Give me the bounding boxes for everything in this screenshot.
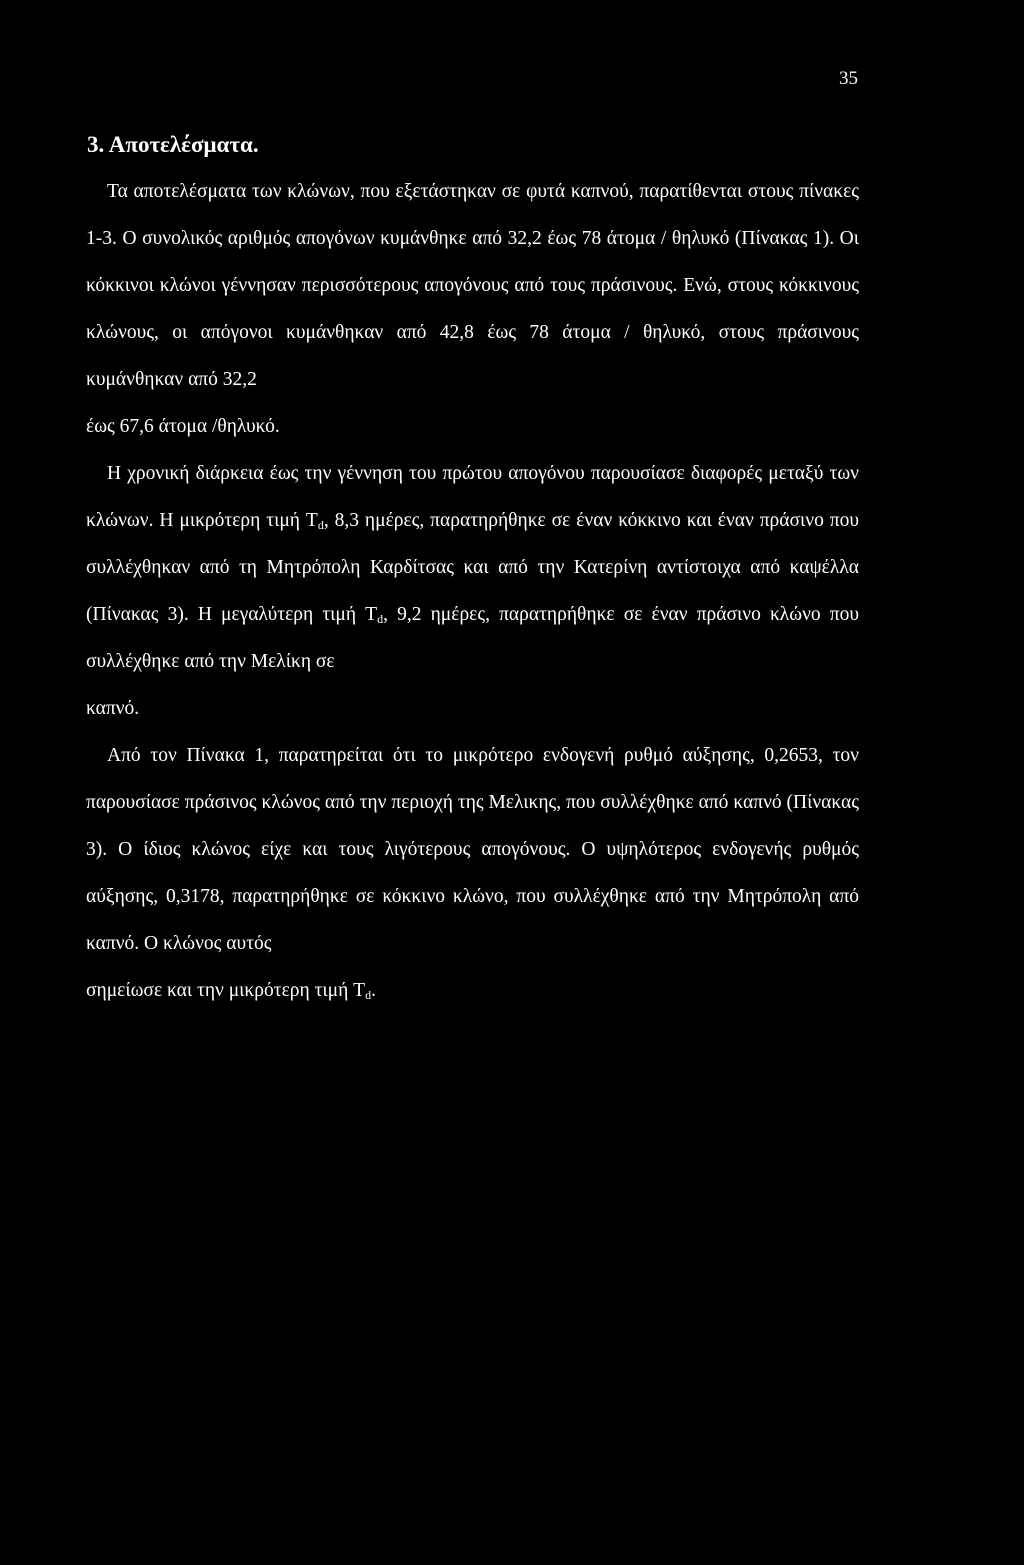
paragraph-2: [86, 450, 859, 732]
paragraph-3-tail-end: .: [371, 980, 376, 1001]
paragraph-3-tail: [86, 967, 859, 1014]
paragraph-3: [86, 732, 859, 1014]
paragraph-2-text-b: , 8,3 ημέρες, παρατηρήθηκε σε έναν κόκκινο και έναν πράσινο που συλλέχθηκαν από τη Μητρόπολη Καρδίτσας και από την Κατερίνη αντίστοιχα από καψέλλα (Πίνακας 3). Η μεγαλύτερη τιμή T: [86, 510, 859, 625]
subscript-d: d: [317, 518, 324, 532]
body-text: [86, 168, 859, 1014]
paragraph-3-tail-text: σημείωσε και την μικρότερη τιμή T: [86, 980, 366, 1001]
page-number: 35: [839, 68, 858, 89]
paragraph-1: [86, 168, 859, 450]
paragraph-2-text-a: Η χρονική διάρκεια έως την γέννηση του πρώτου απογόνου παρουσίασε διαφορές μεταξύ των κλώνων. Η μικρότερη τιμή T: [86, 463, 859, 531]
section-heading: 3. Αποτελέσματα.: [87, 132, 259, 157]
paragraph-1-tail: έως 67,6 άτομα /θηλυκό.: [86, 416, 280, 437]
paragraph-2-text-c: , 9,2 ημέρες, παρατηρήθηκε σε έναν πράσινο κλώνο που συλλέχθηκε από την Μελίκη σε: [86, 604, 860, 672]
paragraph-3-text: Από τον Πίνακα 1, παρατηρείται ότι το μικρότερο ενδογενή ρυθμό αύξησης, 0,2653, τον παρουσίασε πράσινος κλώνος από την περιοχή της Μελικης, που συλλέχθηκε από καπνό (Πίνακας 3). Ο ίδιος κλώνος είχε και τους λιγότερους απογόνους. Ο υψηλότερος ενδογενής ρυθμός αύξησης, 0,3178, παρατηρήθηκε σε κόκκινο κλώνο, που συλλέχθηκε από την Μητρόπολη από καπνό. Ο κλώνος αυτός: [86, 745, 859, 954]
subscript-d: d: [377, 612, 384, 626]
paragraph-1-text: Τα αποτελέσματα των κλώνων, που εξετάστηκαν σε φυτά καπνού, παρατίθενται στους πίνακες 1-3. Ο συνολικός αριθμός απογόνων κυμάνθηκε από 32,2 έως 78 άτομα / θηλυκό (Πίνακας 1). Οι κόκκινοι κλώνοι γέννησαν περισσότερους απογόνους από τους πράσινους. Ενώ, στους κόκκινους κλώνους, οι απόγονοι κυμάνθηκαν από 42,8 έως 78 άτομα / θηλυκό, στους πράσινους κυμάνθηκαν από 32,2: [86, 181, 859, 390]
subscript-d: d: [365, 988, 372, 1002]
paragraph-2-tail: καπνό.: [86, 698, 140, 719]
